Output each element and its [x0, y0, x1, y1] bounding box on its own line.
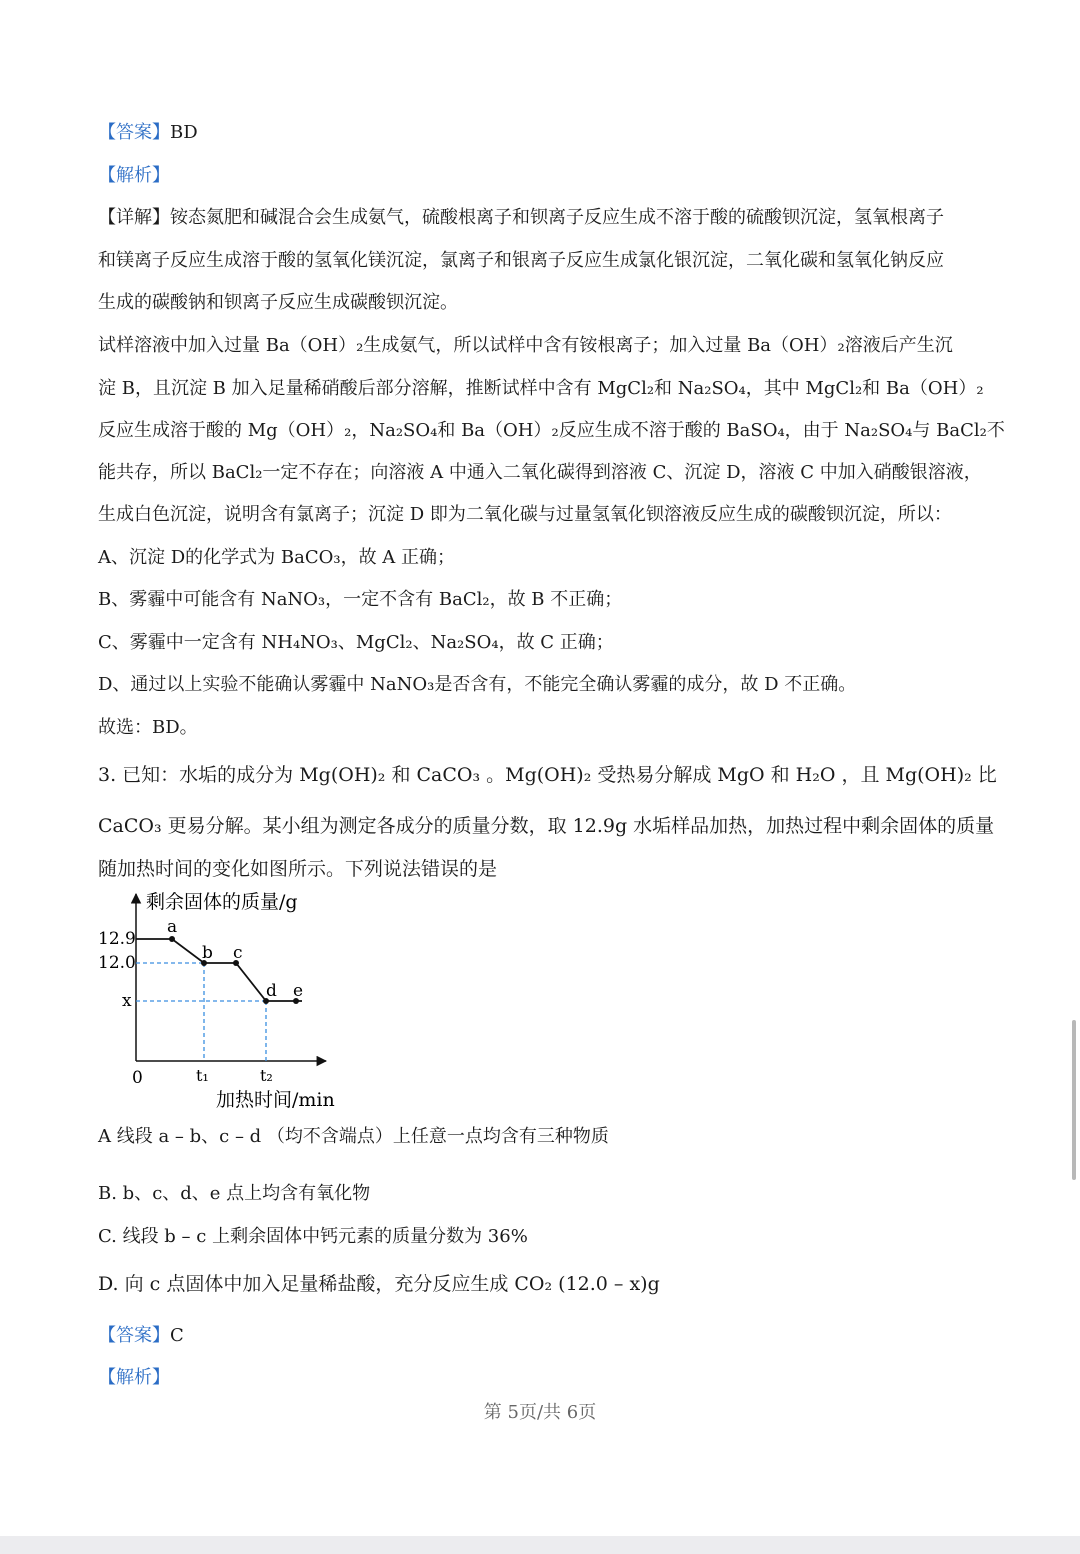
- question-3-line-2: CaCO₃ 更易分解。某小组为测定各成分的质量分数，取 12.9g 水垢样品加热，加热过程中剩余固体的质量: [98, 815, 995, 837]
- mass-curve: [136, 939, 302, 1001]
- answer-2-line: [98, 1321, 184, 1347]
- y-tick-12-0: 12.0: [98, 953, 136, 973]
- para-line-2: 淀 B，且沉淀 B 加入足量稀硝酸后部分溶解，推断试样中含有 MgCl₂和 Na₂SO₄，其中 MgCl₂和 Ba（OH）₂: [98, 378, 984, 399]
- para-line-4: 能共存，所以 BaCl₂一定不存在；向溶液 A 中通入二氧化碳得到溶液 C、沉淀 D，溶液 C 中加入硝酸银溶液，: [98, 462, 982, 483]
- option-b: B. b、c、d、e 点上均含有氧化物: [98, 1183, 371, 1204]
- x-tick-t1: t₁: [196, 1066, 209, 1085]
- detail-tag: 【详解】: [98, 207, 170, 228]
- analysis-heading: [98, 161, 170, 187]
- x-tick-t2: t₂: [260, 1066, 273, 1085]
- para-line-5: 生成白色沉淀，说明含有氯离子；沉淀 D 即为二氧化碳与过量氢氧化钡溶液反应生成的碳酸钡沉淀，所以：: [98, 504, 952, 525]
- answer-value: BD: [170, 122, 198, 143]
- mass-time-chart: [96, 886, 356, 1116]
- page-number: 第 5页/共 6页: [483, 1402, 597, 1423]
- item-b: B、雾霾中可能含有 NaNO₃，一定不含有 BaCl₂，故 B 不正确；: [98, 589, 623, 610]
- option-a: A 线段 a – b、c – d （均不含端点）上任意一点均含有三种物质: [98, 1126, 609, 1147]
- item-d: D、通过以上实验不能确认雾霾中 NaNO₃是否含有，不能完全确认雾霾的成分，故 D 不正确。: [98, 674, 857, 695]
- answer-2-tag: 【答案】: [98, 1325, 170, 1346]
- y-axis-label: 剩余固体的质量/g: [146, 891, 298, 913]
- item-c: C、雾霾中一定含有 NH₄NO₃、MgCl₂、Na₂SO₄，故 C 正确；: [98, 632, 614, 653]
- detail-line-1: [98, 203, 944, 229]
- para-line-3: 反应生成溶于酸的 Mg（OH）₂，Na₂SO₄和 Ba（OH）₂反应生成不溶于酸的 BaSO₄，由于 Na₂SO₄与 BaCl₂不: [98, 420, 1005, 441]
- analysis-2-tag: 【解析】: [98, 1367, 170, 1388]
- analysis-tag: 【解析】: [98, 165, 170, 186]
- analysis-2-heading: [98, 1363, 170, 1389]
- option-d: D. 向 c 点固体中加入足量稀盐酸，充分反应生成 CO₂ (12.0 – x)g: [98, 1273, 660, 1295]
- item-a: A、沉淀 D的化学式为 BaCO₃，故 A 正确；: [98, 547, 456, 568]
- scrollbar[interactable]: [1072, 1020, 1076, 1180]
- answer-line: [98, 118, 198, 144]
- question-3-line-3: 随加热时间的变化如图所示。下列说法错误的是: [98, 858, 498, 880]
- para-line-1: 试样溶液中加入过量 Ba（OH）₂生成氨气，所以试样中含有铵根离子；加入过量 Ba（OH）₂溶液后产生沉: [98, 335, 953, 356]
- label-c: c: [233, 943, 243, 963]
- answer-tag: 【答案】: [98, 122, 170, 143]
- label-b: b: [202, 943, 213, 963]
- x-axis-label: 加热时间/min: [216, 1089, 335, 1111]
- detail-line-3: 生成的碳酸钠和钡离子反应生成碳酸钡沉淀。: [98, 292, 458, 313]
- option-c: C. 线段 b – c 上剩余固体中钙元素的质量分数为 36%: [98, 1226, 528, 1247]
- label-e: e: [293, 981, 304, 1001]
- origin-label: 0: [132, 1068, 143, 1088]
- y-tick-x: x: [122, 991, 132, 1011]
- y-tick-12-9: 12.9: [98, 929, 136, 949]
- conclusion: 故选：BD。: [98, 717, 198, 738]
- bottom-bar: [0, 1536, 1080, 1554]
- answer-2-value: C: [170, 1325, 184, 1346]
- label-a: a: [167, 917, 178, 937]
- detail-line-2: 和镁离子反应生成溶于酸的氢氧化镁沉淀，氯离子和银离子反应生成氯化银沉淀，二氧化碳和氢氧化钠反应: [98, 250, 944, 271]
- detail-text-1: 铵态氮肥和碱混合会生成氨气，硫酸根离子和钡离子反应生成不溶于酸的硫酸钡沉淀，氢氧根离子: [170, 207, 944, 228]
- label-d: d: [266, 981, 277, 1001]
- question-3-line-1: 3. 已知：水垢的成分为 Mg(OH)₂ 和 CaCO₃ 。Mg(OH)₂ 受热易分解成 MgO 和 H₂O ，且 Mg(OH)₂ 比: [98, 764, 997, 786]
